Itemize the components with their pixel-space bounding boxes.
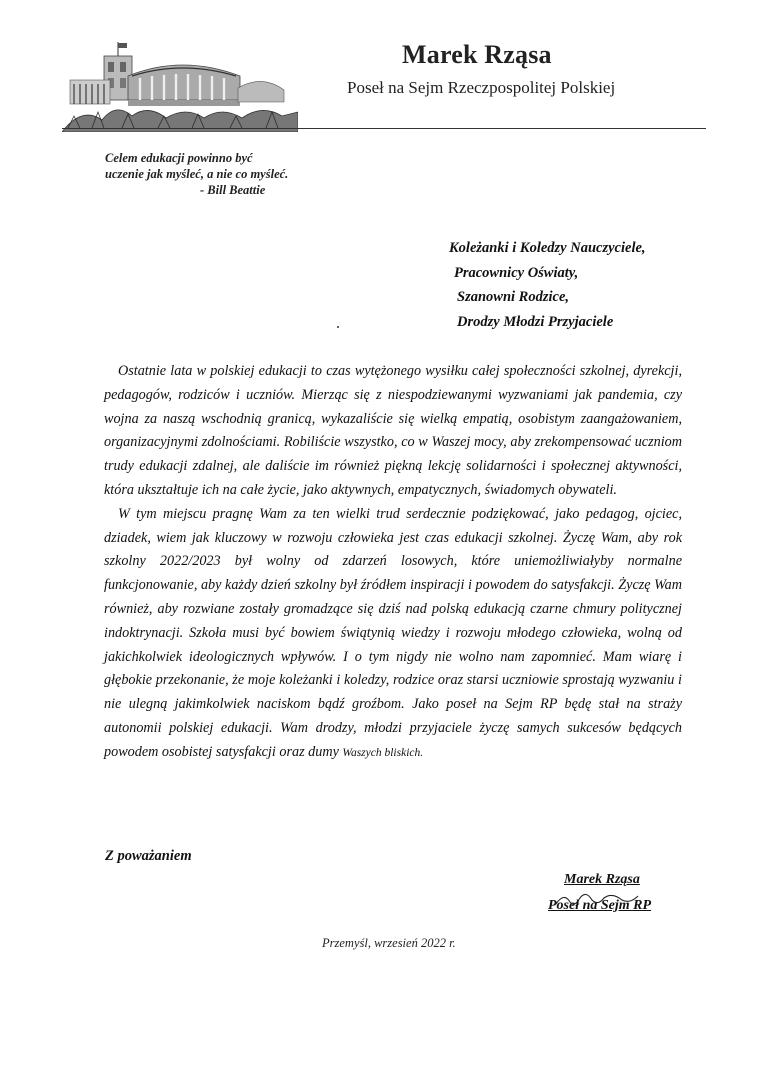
letter-body — [104, 360, 682, 766]
signature-name: Marek Rząsa — [564, 872, 640, 887]
salutation-line: Koleżanki i Koledzy Nauczyciele, — [449, 240, 646, 256]
paragraph-1: Ostatnie lata w polskiej edukacji to czas wytężonego wysiłku całej społeczności szkolnej, dyrekcji, pedagogów, rodziców i uczniów. Mierząc się z niespodziewanymi wyzwaniami jak pandemia, czy wojna za naszą wschodnią granicą, wykazaliście się wielką empatią, osobistym zaangażowaniem, organizacyjnymi zdolnościami. Robiliście wszystko, co w Waszej mocy, aby zrekompensować uczniom trudy edukacji zdalnej, ale daliście im również piękną lekcję solidarności i społecznej aktywności, która ukształtuje ich na całe życie, jako aktywnych, empatycznych, świadomych obywateli. — [104, 363, 682, 498]
paragraph-2-tail: Waszych bliskich. — [342, 746, 424, 759]
salutation — [449, 240, 646, 338]
closing: Z poważaniem — [105, 848, 192, 864]
quote-author: - Bill Beattie — [200, 183, 266, 197]
quote-line: uczenie jak myśleć, a nie co myśleć. — [105, 167, 289, 181]
motto-quote — [105, 150, 288, 198]
header-rule — [62, 128, 706, 129]
paragraph-2 — [104, 503, 682, 766]
salutation-line: Szanowni Rodzice, — [457, 289, 569, 305]
salutation-line: Pracownicy Oświaty, — [454, 264, 579, 281]
salutation-line: Drodzy Młodzi Przyjaciele — [457, 313, 614, 330]
sejm-building-icon — [62, 40, 298, 132]
handwritten-signature — [552, 888, 642, 910]
place-date: Przemyśl, wrzesień 2022 r. — [322, 936, 456, 950]
stray-dot — [337, 326, 339, 328]
sender-title: Poseł na Sejm Rzeczpospolitej Polskiej — [347, 78, 616, 97]
quote-line: Celem edukacji powinno być — [105, 151, 253, 165]
paragraph-2-text: W tym miejscu pragnę Wam za ten wielki trud serdecznie podziękować, jako pedagog, ojciec, dziadek, wiem jak kluczowy w rozwoju człowieka jest czas edukacji szkolnej. Życzę Wam, aby rok szkolny 2022/2023 był wolny od zdarzeń losowych, które uniemożliwiałyby normalne funkcjonowanie, aby każdy dzień szkolny był źródłem inspiracji i powodem do satysfakcji. Życzę Wam również, aby rozwiane zostały gromadzące się dziś nad polską edukacją czarne chmury politycznej indoktrynacji. Szkoła musi być bowiem świątynią wiedzy i rozwoju młodego człowieka, wolną od jakichkolwiek ideologicznych wpływów. I o tym nigdy nie wolno nam zapomnieć. Mam wiarę i głębokie przekonanie, że moje koleżanki i koledzy, rodzice oraz starsi uczniowie sprostają wyzwaniu i nie ulegną jakimkolwiek naciskom bądź groźbom. Jako poseł na Sejm RP będę stał na straży autonomii polskiej edukacji. Wam drodzy, młodzi przyjaciele życzę samych sukcesów będących powodem osobistej satysfakcji oraz dumy — [104, 505, 682, 760]
sender-name: Marek Rząsa — [402, 40, 552, 69]
signature-title: Poseł na Sejm RP — [548, 898, 652, 913]
